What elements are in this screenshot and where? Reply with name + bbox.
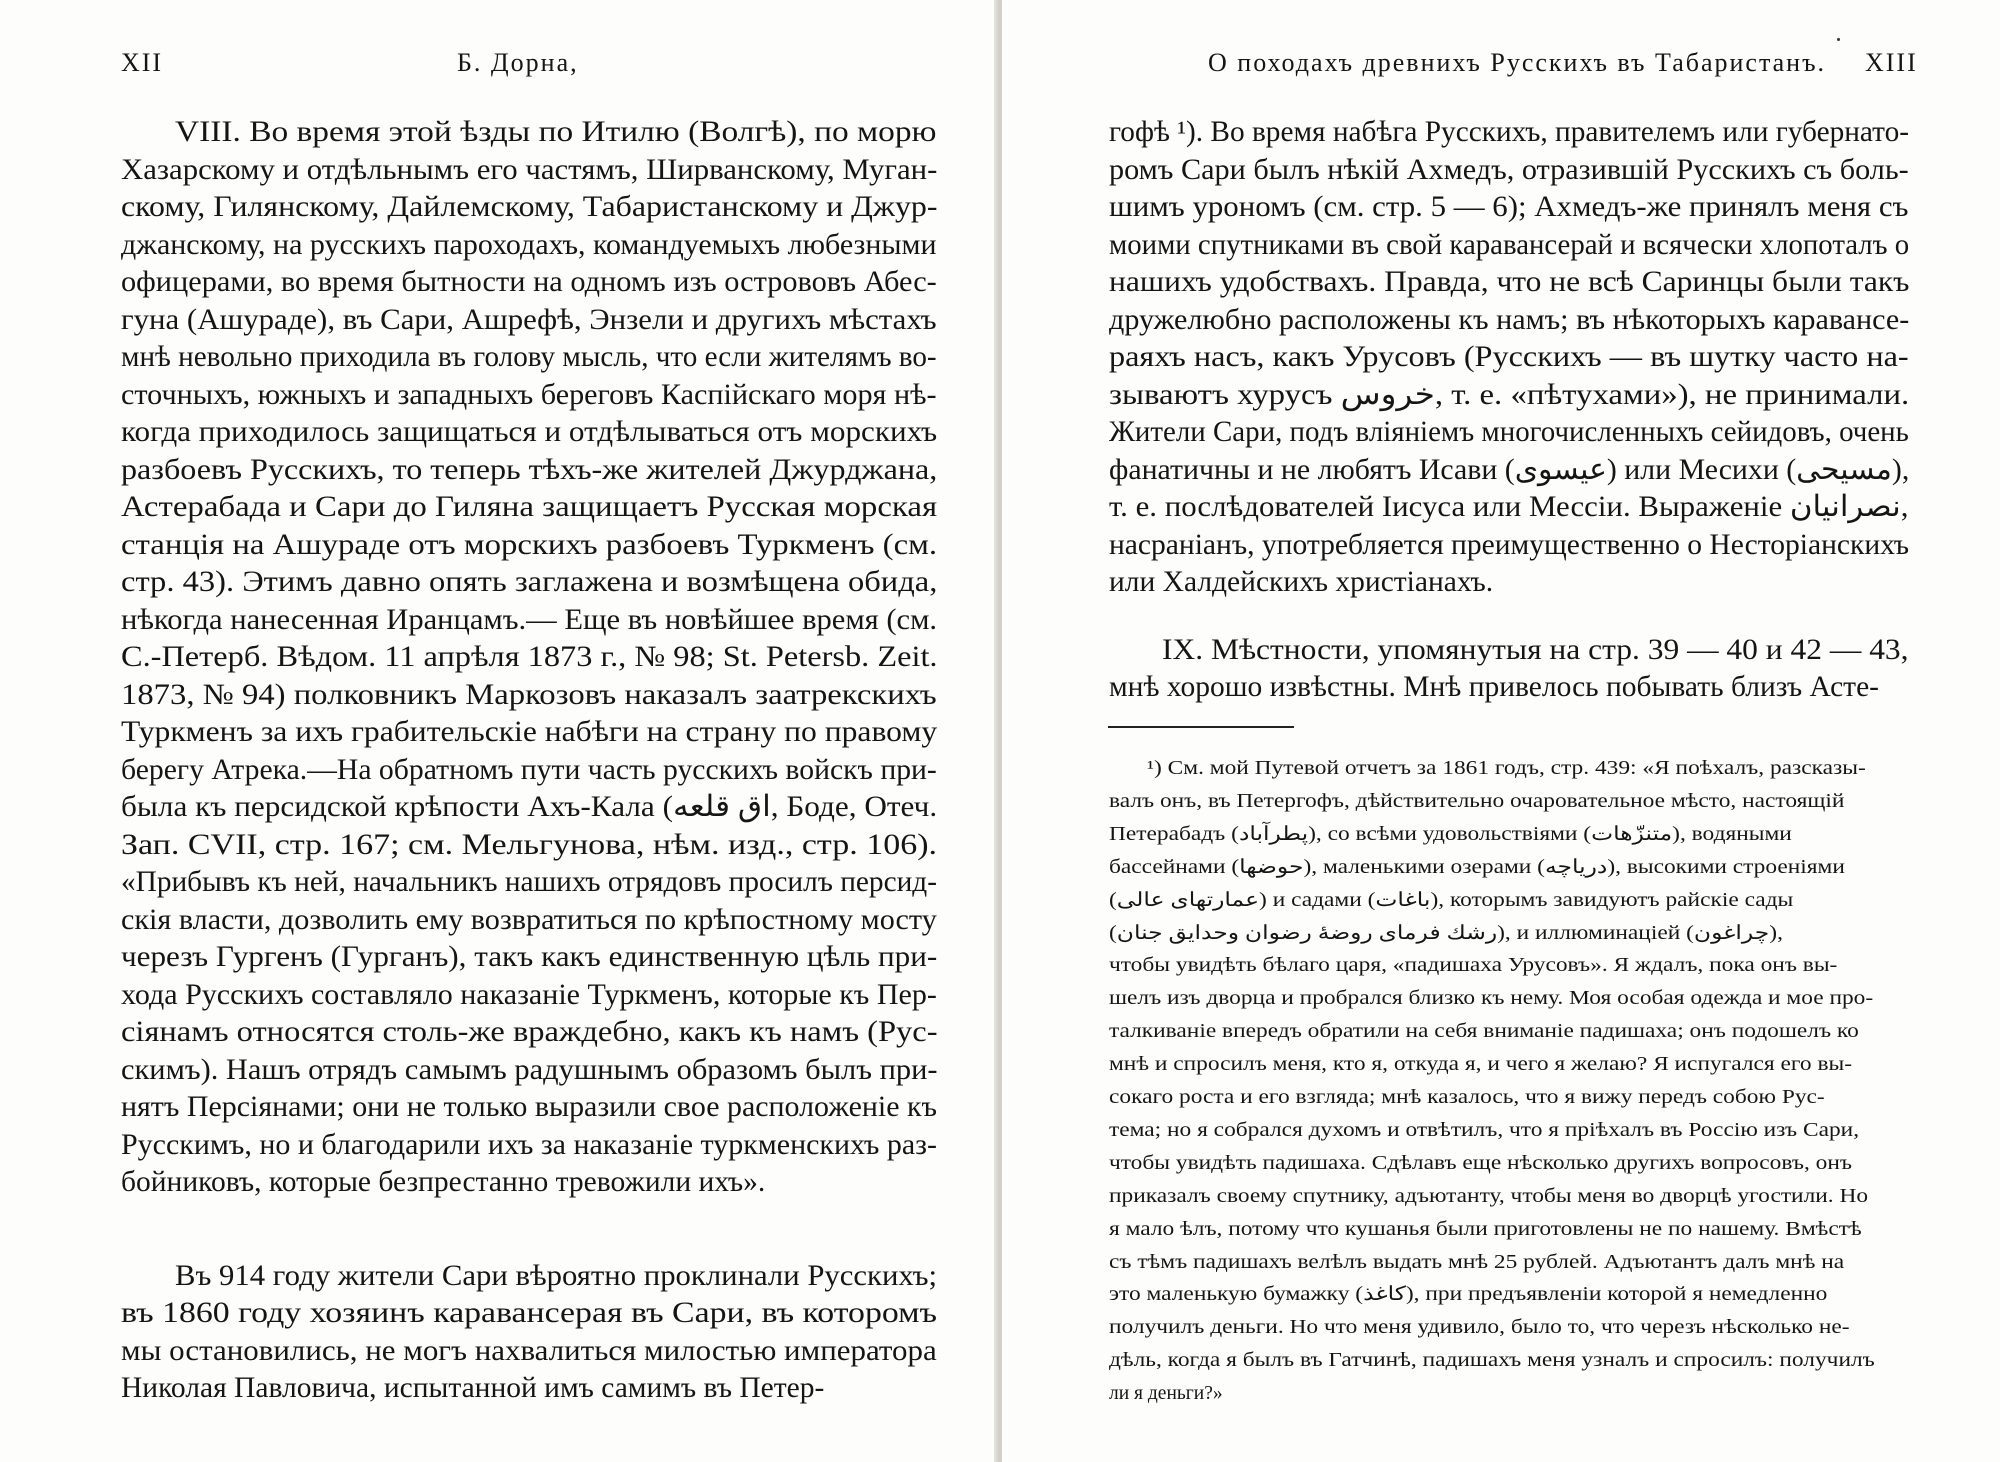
text-line: Николая Павловича, испытанной имъ самимъ въ Петер- (121, 1372, 825, 1404)
footnote-line: (عمارتهای عالی) и садами (باغات), которымъ завидуютъ райскіе сады (1109, 889, 1794, 911)
text-line: черезъ Гургенъ (Гурганъ), такъ какъ единственную цѣль при- (121, 941, 938, 973)
text-line: сточныхъ, южныхъ и западныхъ береговъ Каспійскаго моря нѣ- (121, 378, 937, 411)
footnote-line: чтобы увидѣть бѣлаго царя, «падишаха Урусовъ». Я ждалъ, пока онъ вы- (1109, 955, 1838, 977)
text-line: Русскимъ, но и благодарили ихъ за наказаніе туркменскихъ раз- (121, 1128, 937, 1161)
text-line: ромъ Сари былъ нѣкій Ахмедъ, отразившій Русскихъ съ боль- (1109, 153, 1909, 186)
text-line: мнѣ хорошо извѣстны. Мнѣ привелось побывать близъ Асте- (1109, 671, 1879, 703)
footnote-line: чтобы увидѣть падишаха. Сдѣлавъ еще нѣсколько другихъ вопросовъ, онъ (1109, 1152, 1852, 1174)
page-number-left: XII (121, 48, 164, 77)
footnote-line: получилъ деньги. Но что меня удивило, было то, что черезъ нѣсколько не- (1109, 1317, 1850, 1339)
text-line: 1873, № 94) полковникъ Маркозовъ наказалъ заатрекскихъ (121, 678, 937, 711)
footnote-rule (1108, 726, 1294, 728)
text-line: гофѣ ¹). Во время набѣга Русскихъ, правителемъ или губернато- (1109, 116, 1910, 148)
text-line: нашихъ удобствахъ. Правда, что не всѣ Саринцы были такъ (1109, 266, 1910, 298)
text-line: нятъ Персіянами; они не только выразили свое расположеніе къ (121, 1091, 938, 1123)
text-line: джанскому, на русскихъ пароходахъ, командуемыхъ любезными (121, 228, 937, 261)
text-line: когда приходилось защищаться и отдѣлываться отъ морскихъ (121, 416, 938, 448)
text-line: скимъ). Нашъ отрядъ самымъ радушнымъ образомъ былъ при- (121, 1053, 938, 1086)
footnote-line: приказалъ своему спутнику, адъютанту, чтобы меня во дворцѣ угостили. Но (1109, 1185, 1869, 1207)
text-line: шимъ урономъ (см. стр. 5 — 6); Ахмедъ-же принялъ меня съ (1109, 191, 1909, 223)
left-page (0, 0, 998, 1462)
text-line: С.-Петерб. Вѣдом. 11 апрѣля 1873 г., № 98; St. Petersb. Zeit. (121, 641, 938, 673)
print-speck (1837, 38, 1840, 41)
footnote-line: я мало ѣлъ, потому что кушанья были приготовлены не по нашему. Вмѣстѣ (1109, 1218, 1862, 1240)
footnote-line: талкиваніе впередъ обратили на себя вниманіе падишаха; онъ подошелъ ко (1109, 1021, 1859, 1043)
footnote-line: съ тѣмъ падишахъ велѣлъ выдать мнѣ 25 рублей. Адъютантъ далъ мнѣ на (1109, 1251, 1845, 1273)
right-page (1002, 0, 2000, 1462)
text-line: бойниковъ, которые безпрестанно тревожили ихъ». (121, 1166, 766, 1198)
running-head-right: О походахъ древнихъ Русскихъ въ Табаристанъ. (1208, 48, 1827, 77)
text-line: «Прибывъ къ ней, начальникъ нашихъ отрядовъ просилъ персид- (121, 866, 937, 898)
footnote-line: ¹) См. мой Путевой отчетъ за 1861 годъ, стр. 439: «Я поѣхалъ, разсказы- (1147, 758, 1866, 779)
page-number-right: XIII (1865, 48, 1918, 77)
text-line: скія власти, дозволить ему возвратиться по крѣпостному мосту (121, 903, 937, 936)
text-line: т. е. послѣдователей Іисуса или Мессіи. Выраженіе نصرانیان, (1109, 491, 1909, 523)
text-line: мы остановились, не могъ нахвалиться милостью императора (121, 1334, 937, 1367)
text-line: Хазарскому и отдѣльнымъ его частямъ, Ширванскому, Муган- (121, 153, 938, 186)
text-line: дружелюбно расположены къ намъ; въ нѣкоторыхъ каравансе- (1109, 303, 1910, 336)
footnote-line: ли я деньги?» (1109, 1383, 1223, 1405)
footnote-line: дѣль, когда я былъ въ Гатчинѣ, падишахъ меня узналъ и спросилъ: получилъ (1109, 1350, 1875, 1372)
text-line: скому, Гилянскому, Дайлемскому, Табаристанскому и Джур- (121, 191, 938, 223)
text-line: насраніанъ, употребляется преимущественно о Несторіанскихъ (1109, 528, 1910, 561)
text-line: стр. 43). Этимъ давно опять заглажена и возмѣщена обида, (121, 566, 938, 598)
text-line: Туркменъ за ихъ грабительскіе набѣги на страну по правому (121, 716, 938, 748)
text-line: фанатичны и не любятъ Исави (عیسوی) или Месихи (مسیحی), (1109, 453, 1910, 486)
text-line: IX. Мѣстности, упомянутыя на стр. 39 — 40 и 42 — 43, (1162, 633, 1909, 666)
footnote-line: мнѣ и спросилъ меня, кто я, откуда я, и чего я желаю? Я испугался его вы- (1109, 1054, 1853, 1076)
text-line: моими спутниками въ свой каравансерай и всячески хлопоталъ о (1109, 228, 1910, 261)
text-line: сіянамъ относятся столь-же враждебно, какъ къ намъ (Рус- (121, 1016, 938, 1048)
footnote-line: сокаго роста и его взгляда; мнѣ казалось, что я вижу передъ собою Рус- (1109, 1087, 1825, 1108)
text-line: Жители Сари, подъ вліяніемъ многочисленныхъ сейидовъ, очень (1109, 416, 1909, 448)
text-line: мнѣ невольно приходила въ голову мысль, что если жителямъ во- (121, 341, 937, 373)
text-line: разбоевъ Русскихъ, то теперь тѣхъ-же жителей Джурджана, (121, 453, 938, 486)
text-line: VIII. Во время этой ѣзды по Итилю (Волгѣ), по морю (175, 116, 937, 148)
text-line: въ 1860 году хозяинъ каравансерая въ Сари, въ которомъ (121, 1297, 937, 1329)
text-line: станція на Ашураде отъ морскихъ разбоевъ Туркменъ (см. (121, 528, 938, 561)
text-line: офицерами, во время бытности на одномъ изъ острововъ Абес- (121, 266, 937, 298)
footnote-line: (رشك فرمای روضهٔ رضوان وحدایق جنان), и иллюминаціей (چراغون), (1109, 922, 1783, 944)
footnote-line: это маленькую бумажку (کاغذ), при предъявленіи которой я немедленно (1109, 1284, 1828, 1306)
text-line: берегу Атрека.—На обратномъ пути часть русскихъ войскъ при- (121, 753, 937, 786)
text-line: раяхъ насъ, какъ Урусовъ (Русскихъ — въ шутку часто на- (1109, 341, 1909, 373)
footnote-line: бассейнами (حوضها), маленькими озерами (دریاچه), высокими строеніями (1109, 856, 1845, 878)
text-line: гуна (Ашураде), въ Сари, Ашрефѣ, Энзели и другихъ мѣстахъ (121, 303, 937, 336)
footnote-line: шелъ изъ дворца и пробрался близко къ нему. Моя особая одежда и мое про- (1109, 988, 1874, 1010)
text-line: Астерабада и Сари до Гиляна защищаетъ Русская морская (121, 491, 938, 523)
running-head-left: Б. Дорна, (457, 48, 579, 77)
footnote-line: Петерабадъ (پطرآباد), со всѣми удовольствіями (متنزّهات), водяными (1109, 823, 1792, 845)
text-line: была къ персидской крѣпости Ахъ-Кала (اق قلعه, Боде, Отеч. (121, 791, 938, 823)
text-line: хода Русскихъ составляло наказаніе Туркменъ, которые къ Пер- (121, 978, 937, 1011)
text-line: нѣкогда нанесенная Иранцамъ.— Еще въ новѣйшее время (см. (121, 603, 938, 636)
text-line: зываютъ хурусъ خروس, т. е. «пѣтухами»), не принимали. (1109, 378, 1910, 411)
text-line: Зап. CVII, стр. 167; см. Мельгунова, нѣм. изд., стр. 106). (121, 828, 938, 861)
footnote-line: тема; но я собрался духомъ и отвѣтилъ, что я пріѣхалъ въ Россію изъ Сари, (1109, 1119, 1860, 1141)
footnote-line: валъ онъ, въ Петергофъ, дѣйствительно очаровательное мѣсто, настоящій (1109, 790, 1845, 812)
text-line: Въ 914 году жители Сари вѣроятно проклинали Русскихъ; (175, 1259, 937, 1292)
text-line: или Халдейскихъ христіанахъ. (1109, 566, 1494, 598)
